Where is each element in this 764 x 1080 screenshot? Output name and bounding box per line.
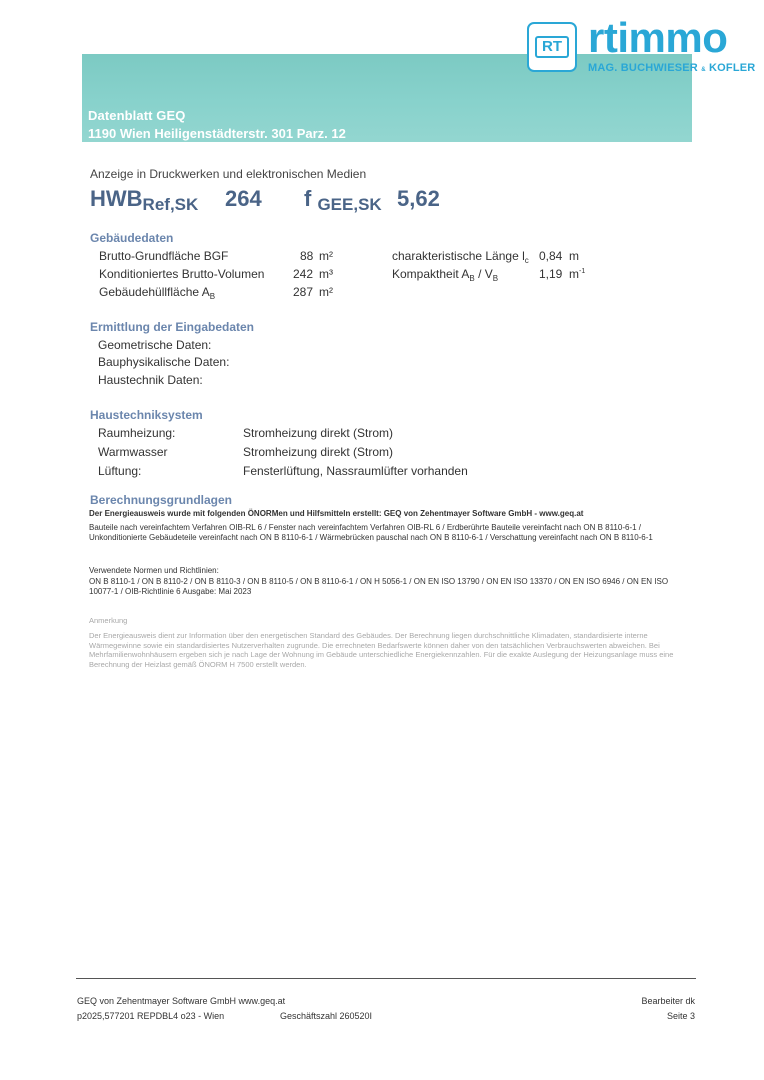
- property-address: 1190 Wien Heiligenstädterstr. 301 Parz. 12: [88, 126, 346, 141]
- lueftung-label: Lüftung:: [98, 464, 142, 478]
- char-laenge-label: [392, 249, 529, 265]
- footer-code: p2025,577201 REPDBL4 o23 - Wien: [77, 1011, 225, 1021]
- kompaktheit-unit-text: m: [569, 267, 579, 281]
- kompaktheit-label-sub2: B: [492, 274, 499, 283]
- rtimmo-logo-icon: [527, 22, 577, 72]
- datasheet-title: Datenblatt GEQ: [88, 108, 186, 123]
- huellflaeche-label-text: Gebäudehüllfläche A: [99, 285, 210, 299]
- char-laenge-value: 0,84: [539, 249, 563, 263]
- logo-tagline: [588, 62, 755, 74]
- section-gebaeudedaten: Gebäudedaten: [90, 231, 174, 245]
- footer-divider: [76, 978, 696, 979]
- footer-page-number: Seite 3: [666, 1011, 695, 1021]
- warmwasser-label: Warmwasser: [98, 445, 168, 459]
- logo-name: rtimmo: [588, 14, 728, 61]
- kompaktheit-label-sub: B: [469, 274, 475, 283]
- kompaktheit-unit: [569, 267, 585, 281]
- kompaktheit-label-mid: / V: [474, 267, 493, 281]
- raumheizung-value: Stromheizung direkt (Strom): [243, 426, 394, 440]
- kompaktheit-label-text: Kompaktheit A: [392, 267, 470, 281]
- raumheizung-label: Raumheizung:: [98, 426, 176, 440]
- haustechnik-daten: Haustechnik Daten:: [98, 373, 203, 387]
- char-laenge-label-sub: c: [524, 256, 529, 265]
- volume-unit: m³: [319, 267, 333, 281]
- logo-mark: RT: [535, 36, 569, 58]
- berechnung-bold-line: Der Energieausweis wurde mit folgenden ÖNORMen und Hilfsmitteln erstellt: GEQ von Zehentmayer Software GmbH - www.geq.at: [89, 509, 584, 518]
- hwb-sub: Ref,SK: [142, 195, 199, 214]
- bauteile-text: Bauteile nach vereinfachtem Verfahren OIB-RL 6 / Fenster nach vereinfachtem Verfahren OIB-RL 6 / Erdberührte Bauteile vereinfacht nach ON B 8110-6-1 / Unkonditionierte Gebäudeteile vereinfacht nach ON B 8110-6-1 / Wärmebrücken pauschal nach ON B 8110-6-1 / Verschattung vereinfacht nach ON B 8110-6-1: [89, 523, 653, 542]
- anmerkung-title: Anmerkung: [89, 616, 128, 625]
- logo-tag-b: KOFLER: [709, 62, 756, 74]
- normen-list: ON B 8110-1 / ON B 8110-2 / ON B 8110-3 / ON B 8110-5 / ON B 8110-6-1 / ON H 5056-1 / ON EN ISO 13790 / ON EN ISO 13370 / ON EN ISO 6946 / ON EN ISO 10077-1 / OIB-Richtlinie 6 Ausgabe: Mai 2023: [89, 577, 669, 596]
- section-berechnungsgrundlagen: Berechnungsgrundlagen: [90, 493, 233, 507]
- huellflaeche-value: 287: [293, 285, 314, 299]
- kompaktheit-value: 1,19: [539, 267, 563, 281]
- footer-geschaeftszahl: Geschäftszahl 260520I: [280, 1011, 373, 1021]
- kompaktheit-label: [392, 267, 498, 283]
- section-haustechniksystem: Haustechniksystem: [90, 408, 203, 422]
- fgee-label: f: [304, 186, 312, 211]
- hwb-value: 264: [225, 186, 262, 211]
- logo-tag-amp: &: [701, 67, 706, 73]
- fgee-indicator: [304, 186, 382, 215]
- warmwasser-value: Stromheizung direkt (Strom): [243, 445, 394, 459]
- hwb-indicator: [90, 186, 198, 215]
- logo-tag-a: MAG. BUCHWIESER: [588, 62, 698, 74]
- volume-value: 242: [293, 267, 314, 281]
- intro-text: Anzeige in Druckwerken und elektronischen Medien: [90, 167, 367, 181]
- hwb-label: HWB: [90, 186, 143, 211]
- anmerkung-text: Der Energieausweis dient zur Information über den energetischen Standard des Gebäudes. Der Berechnung liegen durchschnittliche Klimadaten, standardisierte interne Wärmegewinne sowie ein standardisiertes Nutzerverhalten zugrunde. Die errechneten Bedarfswerte können daher von den tatsächlichen Verbrauchswerten abweichen. Bei Mehrfamilienwohnhäusern ergeben sich je nach Lage der Wohnung im Gebäude unterschiedliche Energiekennzahlen. Für die exakte Auslegung der Heizungsanlage muss eine Berechnung der Heizlast gemäß ÖNORM H 7500 erstellt werden.: [89, 631, 674, 669]
- volume-label: Konditioniertes Brutto-Volumen: [99, 267, 265, 281]
- normen-title: Verwendete Normen und Richtlinien:: [89, 566, 219, 575]
- huellflaeche-label: [99, 285, 215, 301]
- section-eingabedaten: Ermittlung der Eingabedaten: [90, 320, 255, 334]
- footer-editor: Bearbeiter dk: [641, 996, 695, 1006]
- bauphysikalische-daten: Bauphysikalische Daten:: [98, 355, 230, 369]
- char-laenge-label-text: charakteristische Länge l: [392, 249, 525, 263]
- huellflaeche-unit: m²: [319, 285, 333, 299]
- kompaktheit-unit-sup: -1: [579, 268, 586, 275]
- bgf-unit: m²: [319, 249, 333, 263]
- geometrische-daten: Geometrische Daten:: [98, 338, 212, 352]
- bgf-label: Brutto-Grundfläche BGF: [99, 249, 229, 263]
- bgf-value: 88: [300, 249, 314, 263]
- char-laenge-unit: m: [569, 249, 579, 263]
- lueftung-value: Fensterlüftung, Nassraumlüfter vorhanden: [243, 464, 468, 478]
- huellflaeche-label-sub: B: [209, 292, 216, 301]
- footer-software: GEQ von Zehentmayer Software GmbH www.geq.at: [77, 996, 286, 1006]
- fgee-sub: GEE,SK: [317, 195, 382, 214]
- fgee-value: 5,62: [397, 186, 440, 211]
